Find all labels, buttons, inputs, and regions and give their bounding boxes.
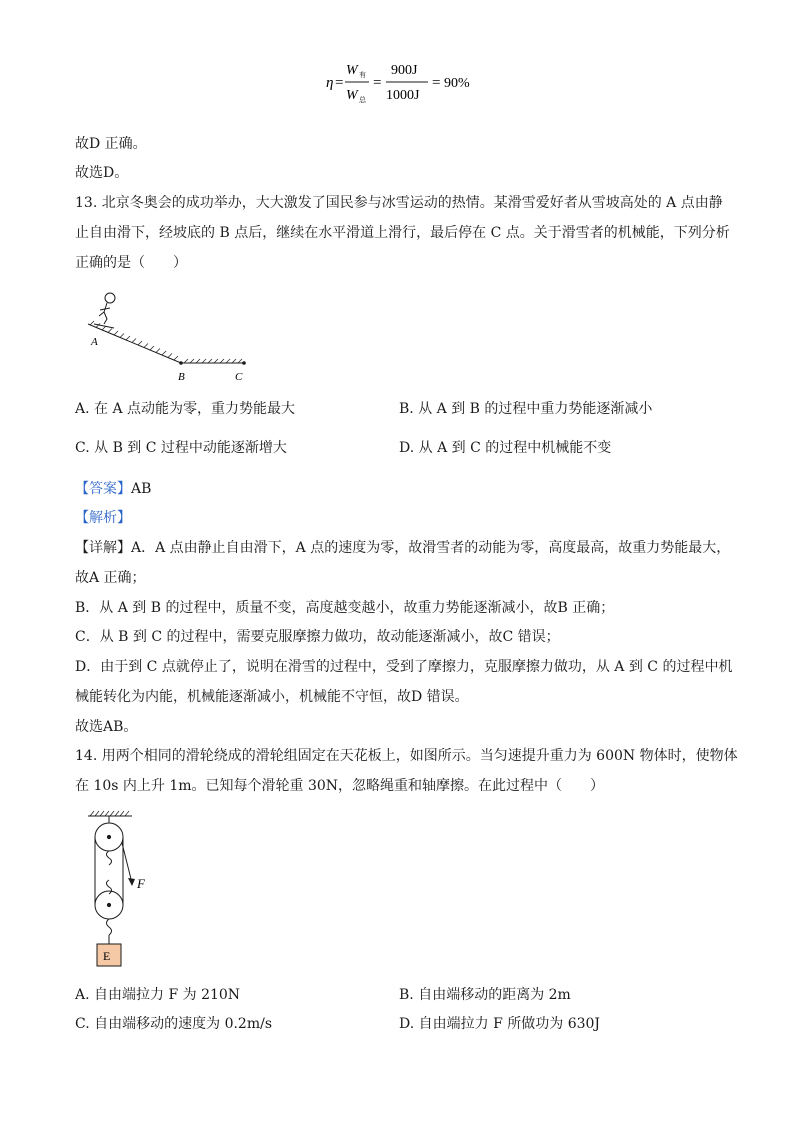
q13-stem-line-1: 13. 北京冬奥会的成功举办，大大激发了国民参与冰雪运动的热情。某滑雪爱好者从雪坡高处的 A 点由静 — [75, 195, 723, 211]
detail-line-5: D．由于到 C 点就停止了，说明在滑雪的过程中，受到了摩擦力，克服摩擦力做功，从 A 到 C 的过程中机 — [75, 659, 733, 675]
detail-line-2: 故A 正确； — [75, 570, 146, 586]
q13-stem-line-2: 止自由滑下，经坡底的 B 点后，继续在水平滑道上滑行，最后停在 C 点。关于滑雪者的机械能，下列分析 — [75, 225, 730, 241]
analysis-tag: 【解析】 — [75, 510, 131, 526]
pulley-figure — [82, 808, 162, 970]
formula-denominator-value: 1000J — [386, 88, 420, 103]
answer-tag: 【答案】 — [75, 481, 131, 497]
upper-hook-icon — [107, 880, 112, 894]
detail-line-6: 械能转化为内能，机械能逐渐减小，机械能不守恒，故D 错误。 — [75, 689, 469, 705]
detail-line-1: 【详解】A．A 点由静止自由滑下，A 点的速度为零，故滑雪者的动能为零，高度最高，故重力势能最大， — [75, 540, 731, 556]
q14-stem-line-2: 在 10s 内上升 1m。已知每个滑轮重 30N，忽略绳重和轴摩擦。在此过程中（ ） — [75, 778, 605, 794]
q13-option-a[interactable]: A. 在 A 点动能为零，重力势能最大 — [75, 401, 296, 417]
label-point-b: B — [178, 371, 185, 383]
formula-numerator-symbol: W — [346, 63, 358, 78]
detail-line-4: C．从 B 到 C 的过程中，需要克服摩擦力做功，故动能逐渐减小，故C 错误； — [75, 629, 560, 645]
skier-head-icon — [105, 293, 115, 303]
formula-result: 90% — [444, 76, 470, 91]
q14-option-b[interactable]: B. 自由端移动的距离为 2m — [399, 987, 571, 1003]
label-point-a: A — [91, 336, 98, 348]
formula-eq-2: = — [373, 75, 382, 91]
force-arrow-icon — [128, 878, 135, 886]
movable-pulley-axle — [107, 903, 110, 906]
weight-block-label: E — [103, 949, 111, 963]
q14-option-d[interactable]: D. 自由端拉力 F 所做功为 630J — [399, 1016, 601, 1032]
detail-line-3: B．从 A 到 B 的过程中，质量不变，高度越变越小，故重力势能逐渐减小，故B 正确； — [75, 600, 615, 616]
q14-option-a[interactable]: A. 自由端拉力 F 为 210N — [75, 987, 241, 1003]
formula-denominator-subscript: 总 — [359, 96, 366, 104]
ceiling-hatching — [90, 811, 129, 816]
q13-choice: 故选AB。 — [75, 719, 138, 735]
answer-value: AB — [131, 481, 152, 497]
formula-numerator-subscript: 有 — [359, 71, 366, 79]
q13-option-c[interactable]: C. 从 B 到 C 过程中动能逐渐增大 — [75, 440, 287, 456]
formula-numerator-value: 900J — [391, 63, 418, 78]
point-b-marker — [179, 361, 183, 365]
label-point-c: C — [235, 371, 243, 383]
ski-slope-figure — [80, 288, 260, 384]
prev-choice: 故选D。 — [75, 165, 129, 181]
q13-option-b[interactable]: B. 从 A 到 B 的过程中重力势能逐渐减小 — [399, 401, 653, 417]
prev-conclusion: 故D 正确。 — [75, 136, 147, 152]
efficiency-formula — [322, 60, 492, 104]
q14-option-c[interactable]: C. 自由端移动的速度为 0.2m/s — [75, 1016, 273, 1032]
lower-hook-icon — [107, 919, 112, 935]
hook-icon — [107, 851, 112, 865]
formula-eq-3: = — [432, 75, 441, 91]
q13-stem-line-3: 正确的是（ ） — [75, 255, 187, 271]
q14-stem-line-1: 14. 用两个相同的滑轮绕成的滑轮组固定在天花板上，如图所示。当匀速提升重力为 600N 物体时，使物体 — [75, 748, 738, 764]
fixed-pulley-axle — [107, 835, 110, 838]
formula-eta: η — [326, 75, 334, 91]
force-label: F — [137, 876, 145, 891]
skier-leg-icon — [104, 312, 107, 324]
formula-denominator-symbol: W — [346, 88, 358, 103]
q13-answer-line — [75, 479, 151, 499]
point-c-marker — [242, 361, 246, 365]
formula-eq-1: = — [335, 75, 344, 91]
q13-option-d[interactable]: D. 从 A 到 C 的过程中机械能不变 — [399, 440, 612, 456]
